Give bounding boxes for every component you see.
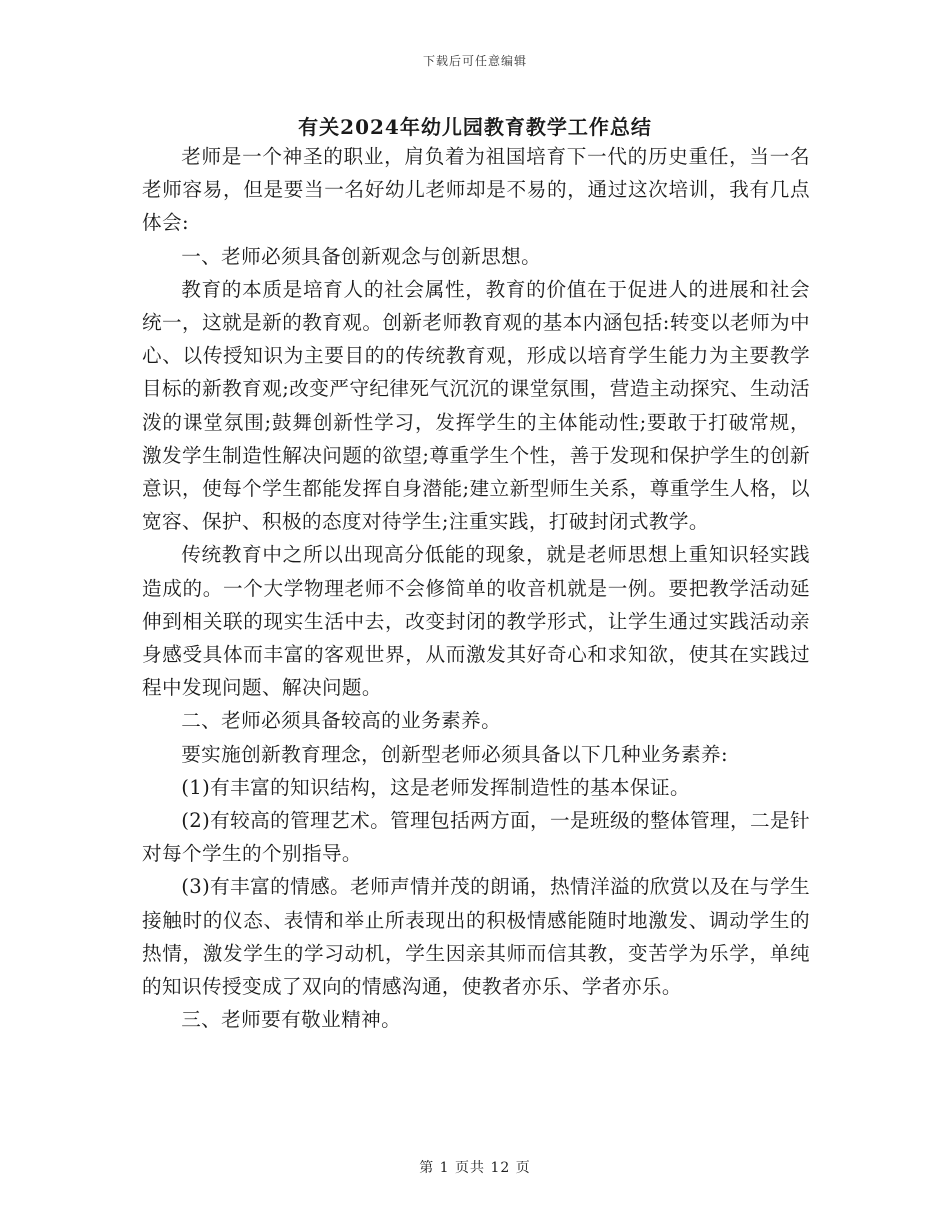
paragraph-intro: 老师是一个神圣的职业，肩负着为祖国培育下一代的历史重任，当一名老师容易，但是要当一名好幼儿老师却是不易的，通过这次培训，我有几点体会: (142, 145, 810, 235)
document-body (142, 140, 810, 1036)
section-heading-2: 二、老师必须具备较高的业务素养。 (181, 709, 502, 733)
list-item: (1)有丰富的知识结构，这是老师发挥制造性的基本保证。 (181, 775, 690, 799)
list-item: (2)有较高的管理艺术。管理包括两方面，一是班级的整体管理，二是针对每个学生的个别指导。 (142, 809, 810, 866)
document-title: 有关2024年幼儿园教育教学工作总结 (298, 115, 652, 139)
section-heading-1: 一、老师必须具备创新观念与创新思想。 (181, 244, 542, 268)
page-footer: 第 1 页共 12 页 (419, 1160, 531, 1176)
list-item: (3)有丰富的情感。老师声情并茂的朗诵，热情洋溢的欣赏以及在与学生接触时的仪态、表情和举止所表现出的积极情感能随时地激发、调动学生的热情，激发学生的学习动机，学生因亲其师而信其教，变苦学为乐学，单纯的知识传授变成了双向的情感沟通，使教者亦乐、学者亦乐。 (142, 875, 810, 999)
paragraph: 教育的本质是培育人的社会属性，教育的价值在于促进人的进展和社会统一，这就是新的教育观。创新老师教育观的基本内涵包括:转变以老师为中心、以传授知识为主要目的的传统教育观，形成以培育学生能力为主要教学目标的新教育观;改变严守纪律死气沉沉的课堂氛围，营造主动探究、生动活泼的课堂氛围;鼓舞创新性学习，发挥学生的主体能动性;要敢于打破常规，激发学生制造性解决问题的欲望;尊重学生个性，善于发现和保护学生的创新意识，使每个学生都能发挥自身潜能;建立新型师生关系，尊重学生人格，以宽容、保护、积极的态度对待学生;注重实践，打破封闭式教学。 (142, 277, 810, 534)
paragraph: 传统教育中之所以出现高分低能的现象，就是老师思想上重知识轻实践造成的。一个大学物理老师不会修简单的收音机就是一例。要把教学活动延伸到相关联的现实生活中去，改变封闭的教学形式，让学生通过实践活动亲身感受具体而丰富的客观世界，从而激发其好奇心和求知欲，使其在实践过程中发现问题、解决问题。 (142, 543, 810, 700)
section-heading-3: 三、老师要有敬业精神。 (181, 1008, 402, 1032)
paragraph: 要实施创新教育理念，创新型老师必须具备以下几种业务素养: (181, 742, 729, 766)
header-note: 下载后可任意编辑 (422, 54, 527, 68)
